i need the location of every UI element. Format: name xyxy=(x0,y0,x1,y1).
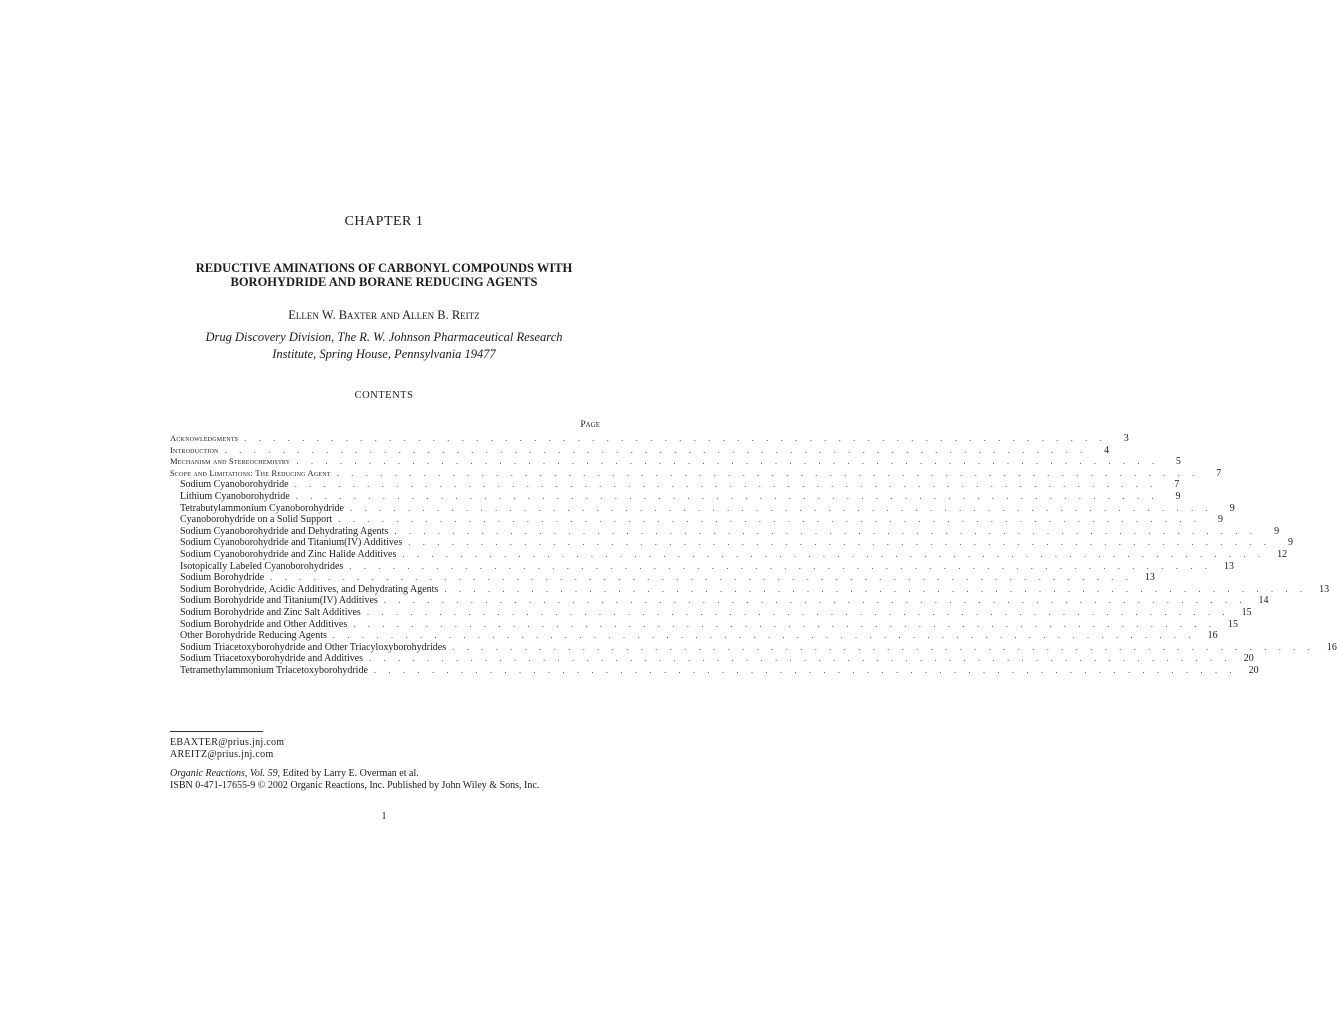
toc-entry-page: 7 xyxy=(1174,479,1180,491)
toc-dot-leader: . . . . . . . . . . . . . . . . . . . . . . . . . . . . . . . . . . . . . . . . . . . . . . . . . . . . . . . . . . . . xyxy=(270,572,1133,583)
toc-dot-leader: . . . . . . . . . . . . . . . . . . . . . . . . . . . . . . . . . . . . . . . . . . . . . . . . . . . . . . . . . . . . xyxy=(338,514,1201,525)
toc-entry-label: Tetrabutylammonium Cyanoborohydride xyxy=(180,502,344,514)
toc-entry-page: 13 xyxy=(1319,583,1330,595)
toc-dot-leader: . . . . . . . . . . . . . . . . . . . . . . . . . . . . . . . . . . . . . . . . . . . . . . . . . . . . . . . . . . . . xyxy=(452,641,1315,652)
toc-entry xyxy=(170,618,1238,631)
toc-dot-leader: . . . . . . . . . . . . . . . . . . . . . . . . . . . . . . . . . . . . . . . . . . . . . . . . . . . . . . . . . . . . xyxy=(332,630,1196,641)
toc-dot-leader: . . . . . . . . . . . . . . . . . . . . . . . . . . . . . . . . . . . . . . . . . . . . . . . . . . . . . . . . . . . . xyxy=(369,653,1232,664)
toc-entry-page: 9 xyxy=(1287,537,1293,549)
toc-dot-leader: . . . . . . . . . . . . . . . . . . . . . . . . . . . . . . . . . . . . . . . . . . . . . . . . . . . . . . . . . . . . xyxy=(366,606,1230,617)
toc-entry xyxy=(170,560,1235,573)
toc-entry-label: Sodium Borohydride and Titanium(IV) Additives xyxy=(180,595,378,607)
footnote-divider xyxy=(170,731,263,732)
toc-entry-label: Other Borohydride Reducing Agents xyxy=(180,630,327,642)
affiliation xyxy=(0,329,768,363)
footnotes xyxy=(170,737,610,760)
toc-dot-leader: . . . . . . . . . . . . . . . . . . . . . . . . . . . . . . . . . . . . . . . . . . . . . . . . . . . . . . . . . . . . xyxy=(349,560,1213,571)
publication-series: Organic Reactions, Vol. 59, xyxy=(170,768,281,779)
toc-entry-label: Sodium Cyanoborohydride and Zinc Halide Additives xyxy=(180,548,397,560)
publication-editor: Edited by Larry E. Overman et al. xyxy=(280,768,419,779)
authors: Ellen W. Baxter and Allen B. Reitz xyxy=(288,308,480,322)
toc-entry-label: Scope and Limitations: The Reducing Agent xyxy=(170,467,331,478)
toc-entry xyxy=(170,490,1181,503)
toc-dot-leader: . . . . . . . . . . . . . . . . . . . . . . . . . . . . . . . . . . . . . . . . . . . . . . . . . . . . . . . . . . . . xyxy=(296,456,1160,467)
toc-entry xyxy=(170,572,1155,584)
toc-entry-label: Sodium Triacetoxyborohydride and Additives xyxy=(180,653,364,665)
toc-dot-leader: . . . . . . . . . . . . . . . . . . . . . . . . . . . . . . . . . . . . . . . . . . . . . . . . . . . . . . . . . . . . xyxy=(408,537,1271,548)
toc-entry-page: 13 xyxy=(1144,572,1155,584)
toc-entry-page: 12 xyxy=(1277,548,1288,560)
toc-entry-page: 13 xyxy=(1224,560,1235,572)
toc-entry xyxy=(170,641,1337,654)
toc-entry xyxy=(170,479,1180,491)
page-number: 1 xyxy=(381,811,387,822)
toc-entry xyxy=(170,595,1269,607)
toc-dot-leader: . . . . . . . . . . . . . . . . . . . . . . . . . . . . . . . . . . . . . . . . . . . . . . . . . . . . . . . . . . . . xyxy=(350,502,1213,513)
toc-entry-label: Sodium Cyanoborohydride and Dehydrating Agents xyxy=(180,525,389,537)
toc-dot-leader: . . . . . . . . . . . . . . . . . . . . . . . . . . . . . . . . . . . . . . . . . . . . . . . . . . . . . . . . . . . . xyxy=(383,595,1247,606)
toc-entry-page: 9 xyxy=(1217,514,1223,526)
author-email-1: EBAXTER@prius.jnj.com xyxy=(170,737,285,748)
toc-entry-label: Tetramethylammonium Triacetoxyborohydride xyxy=(180,664,368,676)
table-of-contents xyxy=(170,433,1337,676)
toc-entry-page: 9 xyxy=(1229,502,1235,514)
toc-entry-label: Mechanism and Stereochemistry xyxy=(170,456,291,467)
toc-entry-page: 20 xyxy=(1243,653,1254,665)
toc-entry xyxy=(170,606,1252,619)
affiliation-line-1: Drug Discovery Division, The R. W. Johnson Pharmaceutical Research xyxy=(205,330,563,344)
toc-entry-label: Introduction xyxy=(170,444,219,455)
toc-entry-page: 15 xyxy=(1241,606,1252,618)
toc-entry-page: 15 xyxy=(1227,618,1238,630)
toc-entry xyxy=(170,525,1280,538)
toc-entry xyxy=(170,583,1330,596)
chapter-title xyxy=(0,261,768,289)
toc-entry xyxy=(170,433,1129,445)
toc-entry-label: Sodium Cyanoborohydride xyxy=(180,479,289,491)
toc-dot-leader: . . . . . . . . . . . . . . . . . . . . . . . . . . . . . . . . . . . . . . . . . . . . . . . . . . . . . . . . . . . . xyxy=(353,618,1216,629)
toc-dot-leader: . . . . . . . . . . . . . . . . . . . . . . . . . . . . . . . . . . . . . . . . . . . . . . . . . . . . . . . . . . . . xyxy=(373,664,1237,675)
toc-entry xyxy=(170,467,1222,480)
toc-entry-page: 3 xyxy=(1123,433,1129,444)
toc-dot-leader: . . . . . . . . . . . . . . . . . . . . . . . . . . . . . . . . . . . . . . . . . . . . . . . . . . . . . . . . . . . . xyxy=(336,467,1200,478)
toc-dot-leader: . . . . . . . . . . . . . . . . . . . . . . . . . . . . . . . . . . . . . . . . . . . . . . . . . . . . . . . . . . . . xyxy=(402,548,1266,559)
toc-entry xyxy=(170,444,1110,457)
toc-entry-label: Sodium Cyanoborohydride and Titanium(IV) Additives xyxy=(180,537,403,549)
toc-entry-page: 7 xyxy=(1216,467,1222,479)
toc-entry-page: 9 xyxy=(1175,490,1181,502)
toc-entry xyxy=(170,502,1235,515)
toc-entry-label: Sodium Borohydride xyxy=(180,572,265,584)
affiliation-line-2: Institute, Spring House, Pennsylvania 19477 xyxy=(272,347,496,361)
author-email-2: AREITZ@prius.jnj.com xyxy=(170,748,274,760)
toc-entry-page: 16 xyxy=(1326,641,1337,653)
toc-entry-page: 5 xyxy=(1175,456,1182,468)
contents-heading: CONTENTS xyxy=(354,390,414,401)
toc-entry-label: Sodium Borohydride and Zinc Salt Additives xyxy=(180,606,361,618)
toc-entry-page: 20 xyxy=(1248,664,1259,676)
toc-entry-label: Sodium Borohydride and Other Additives xyxy=(180,618,348,630)
toc-entry-label: Cyanoborohydride on a Solid Support xyxy=(180,514,333,526)
chapter-title-line-2: BOROHYDRIDE AND BORANE REDUCING AGENTS xyxy=(230,275,538,289)
toc-entry xyxy=(170,537,1293,549)
toc-entry xyxy=(170,630,1218,642)
toc-entry-page: 16 xyxy=(1207,630,1218,642)
toc-entry-label: Sodium Borohydride, Acidic Additives, and Dehydrating Agents xyxy=(180,583,439,595)
toc-entry-label: Acknowledgments xyxy=(170,433,239,443)
page-column-heading: Page xyxy=(580,420,600,430)
toc-entry-label: Isotopically Labeled Cyanoborohydrides xyxy=(180,560,344,572)
toc-entry-label: Lithium Cyanoborohydride xyxy=(180,490,290,502)
toc-entry-label: Sodium Triacetoxyborohydride and Other Triacyloxyborohydrides xyxy=(180,641,447,653)
toc-dot-leader: . . . . . . . . . . . . . . . . . . . . . . . . . . . . . . . . . . . . . . . . . . . . . . . . . . . . . . . . . . . . xyxy=(394,525,1258,536)
toc-dot-leader: . . . . . . . . . . . . . . . . . . . . . . . . . . . . . . . . . . . . . . . . . . . . . . . . . . . . . . . . . . . . xyxy=(295,490,1159,501)
isbn-copyright-line: ISBN 0-471-17655-9 © 2002 Organic Reactions, Inc. Published by John Wiley & Sons, Inc. xyxy=(170,780,540,791)
toc-entry xyxy=(170,548,1288,561)
toc-dot-leader: . . . . . . . . . . . . . . . . . . . . . . . . . . . . . . . . . . . . . . . . . . . . . . . . . . . . . . . . . . . . xyxy=(444,583,1308,594)
toc-entry xyxy=(170,653,1254,665)
toc-entry xyxy=(170,664,1259,677)
toc-entry xyxy=(170,456,1182,468)
toc-entry-page: 4 xyxy=(1104,444,1110,456)
chapter-label: CHAPTER 1 xyxy=(344,214,424,229)
chapter-title-line-1: REDUCTIVE AMINATIONS OF CARBONYL COMPOUNDS WITH xyxy=(195,261,573,275)
publication-line xyxy=(170,768,610,780)
toc-dot-leader: . . . . . . . . . . . . . . . . . . . . . . . . . . . . . . . . . . . . . . . . . . . . . . . . . . . . . . . . . . . . xyxy=(294,479,1158,490)
toc-entry xyxy=(170,514,1223,526)
toc-dot-leader: . . . . . . . . . . . . . . . . . . . . . . . . . . . . . . . . . . . . . . . . . . . . . . . . . . . . . . . . . . . . xyxy=(224,444,1088,455)
toc-entry-page: 14 xyxy=(1258,595,1269,607)
toc-entry-page: 9 xyxy=(1274,525,1280,537)
toc-dot-leader: . . . . . . . . . . . . . . . . . . . . . . . . . . . . . . . . . . . . . . . . . . . . . . . . . . . . . . . . . . . . xyxy=(244,433,1107,443)
